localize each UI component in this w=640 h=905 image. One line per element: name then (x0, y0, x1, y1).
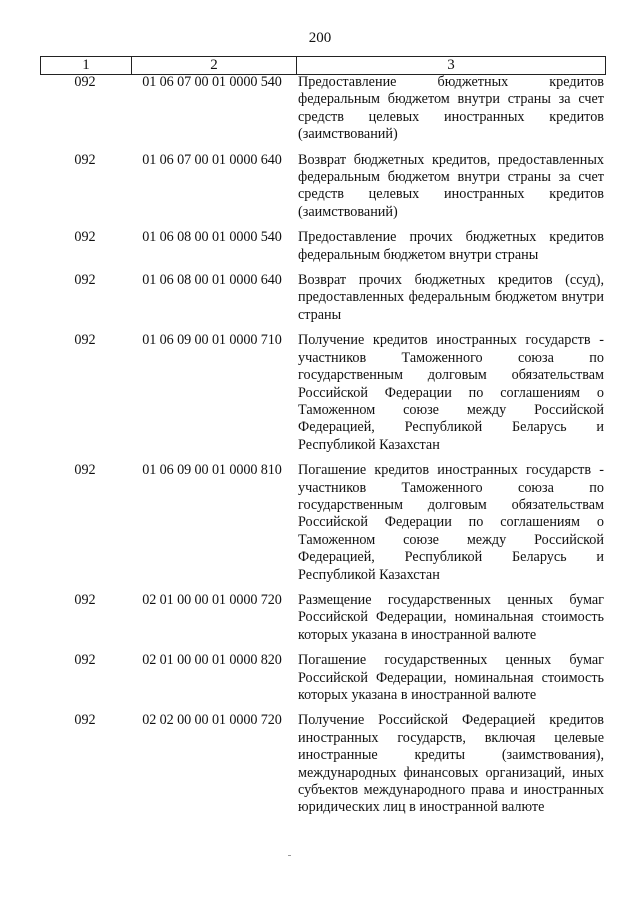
classification-code: 01 06 07 00 01 0000 540 (142, 74, 282, 90)
admin-code: 092 (74, 591, 96, 608)
item-name: Предоставление бюджетных кредитов федеральным бюджетом внутри страны за счет средств целевых иностранных кредитов (заимствований) (298, 74, 604, 143)
table-row (40, 711, 604, 816)
classification-code: 02 01 00 00 01 0000 720 (142, 591, 282, 608)
page-number: 200 (308, 30, 332, 46)
classification-code: 01 06 08 00 01 0000 640 (142, 272, 282, 289)
admin-code: 092 (74, 332, 96, 349)
header-col-3: 3 (447, 57, 455, 73)
table-row (40, 331, 604, 454)
classification-code: 01 06 08 00 01 0000 540 (142, 229, 282, 246)
table-row (40, 228, 604, 264)
admin-code: 092 (74, 712, 96, 729)
classification-code: 01 06 09 00 01 0000 710 (142, 332, 282, 349)
admin-code: 092 (74, 652, 96, 669)
table-row (40, 271, 604, 324)
table-row (40, 151, 604, 222)
table-row (40, 73, 604, 144)
table-row (40, 651, 604, 704)
table-row (40, 461, 604, 584)
admin-code: 092 (74, 151, 96, 168)
item-name: Погашение государственных ценных бумаг Российской Федерации, номинальная стоимость которых указана в иностранной валюте (298, 652, 604, 703)
item-name: Возврат прочих бюджетных кредитов (ссуд), предоставленных федеральным бюджетом внутри страны (298, 272, 604, 323)
classification-code: 02 01 00 00 01 0000 820 (142, 652, 282, 669)
classification-code: 01 06 07 00 01 0000 640 (142, 151, 282, 168)
classification-code: 02 02 00 00 01 0000 720 (142, 712, 282, 729)
header-col-1: 1 (41, 57, 132, 74)
item-name: Получение кредитов иностранных государств - участников Таможенного союза по государственным долговым обязательствам Российской Федерации по соглашениям о Таможенном союзе между Российской Федерацией, Республикой Беларусь и Республикой Казахстан (298, 332, 604, 453)
item-name: Возврат бюджетных кредитов, предоставленных федеральным бюджетом внутри страны за счет средств целевых иностранных кредитов (заимствований) (298, 151, 604, 220)
item-name: Получение Российской Федерацией кредитов иностранных государств, включая целевые иностранные кредиты (заимствования), международных финансовых организаций, иных субъектов международного права и иностранных юридических лиц в иностранной валюте (298, 712, 604, 816)
admin-code: 092 (74, 272, 96, 289)
header-col-2: 2 (132, 57, 297, 74)
table-body (40, 73, 604, 824)
admin-code: 092 (74, 74, 96, 90)
item-name: Погашение кредитов иностранных государств - участников Таможенного союза по государственным долговым обязательствам Российской Федерации по соглашениям о Таможенном союзе между Российской Федерацией, Республикой Беларусь и Республикой Казахстан (298, 462, 604, 583)
item-name: Предоставление прочих бюджетных кредитов федеральным бюджетом внутри страны (298, 229, 604, 263)
scan-speck (288, 855, 291, 856)
item-name: Размещение государственных ценных бумаг Российской Федерации, номинальная стоимость которых указана в иностранной валюте (298, 591, 604, 643)
admin-code: 092 (74, 229, 96, 246)
classification-code: 01 06 09 00 01 0000 810 (142, 462, 282, 479)
admin-code: 092 (74, 462, 96, 479)
table-row (40, 591, 604, 644)
